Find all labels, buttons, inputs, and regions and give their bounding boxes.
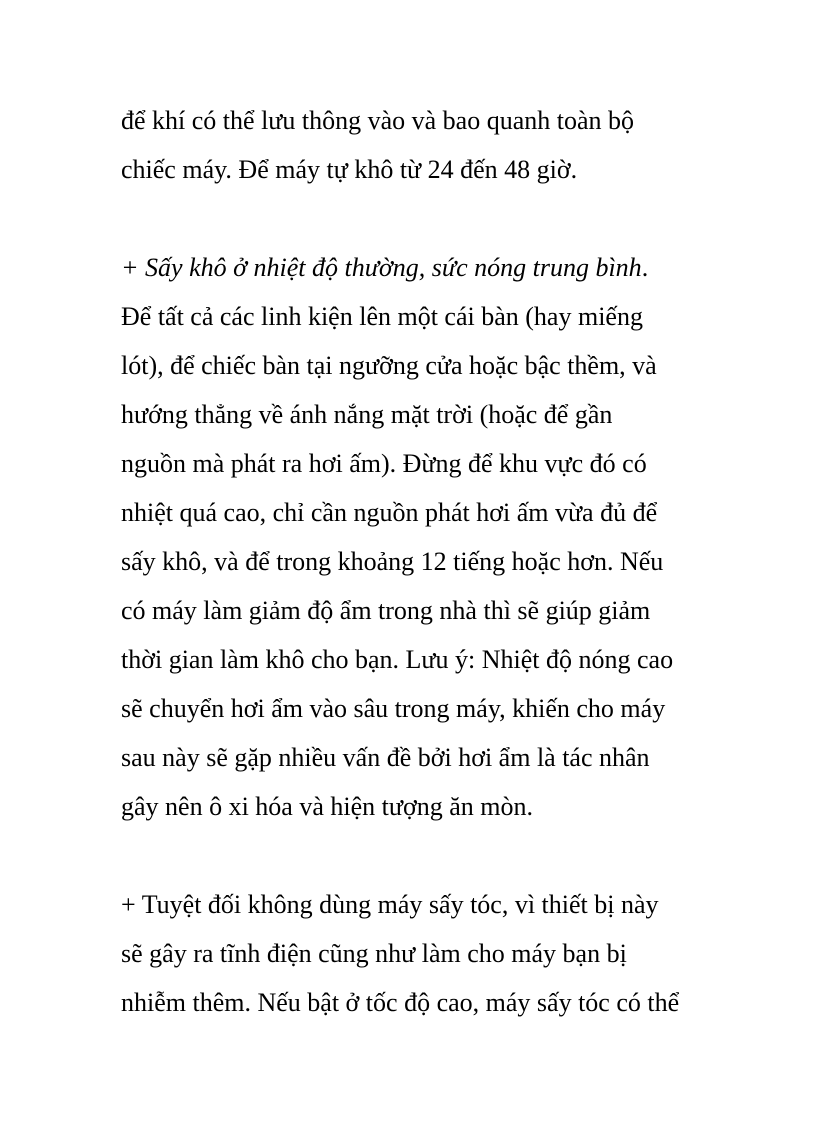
heading-end-punctuation: . <box>641 253 649 282</box>
text-line: nguồn mà phát ra hơi ấm). Đừng để khu vực đó có <box>121 449 647 478</box>
paragraph-2 <box>121 243 721 831</box>
document-body <box>121 96 721 1027</box>
text-line: sẽ gây ra tĩnh điện cũng như làm cho máy bạn bị <box>121 939 627 968</box>
heading-italic-text: + Sấy khô ở nhiệt độ thường, sức nóng trung bình <box>121 253 642 282</box>
text-line: lót), để chiếc bàn tại ngưỡng cửa hoặc bậc thềm, và <box>121 351 657 380</box>
text-line: sẽ chuyển hơi ẩm vào sâu trong máy, khiến cho máy <box>121 694 666 723</box>
text-line: thời gian làm khô cho bạn. Lưu ý: Nhiệt độ nóng cao <box>121 645 674 674</box>
paragraph-spacer <box>121 194 721 243</box>
text-line: chiếc máy. Để máy tự khô từ 24 đến 48 giờ. <box>121 155 578 184</box>
paragraph-spacer <box>121 831 721 880</box>
text-line: hướng thẳng về ánh nắng mặt trời (hoặc để gần <box>121 400 613 429</box>
paragraph-heading <box>121 243 721 292</box>
paragraph-3 <box>121 880 721 1027</box>
text-line: gây nên ô xi hóa và hiện tượng ăn mòn. <box>121 792 533 821</box>
paragraph-1 <box>121 96 721 194</box>
text-line: sau này sẽ gặp nhiều vấn đề bởi hơi ẩm là tác nhân <box>121 743 650 772</box>
text-line: có máy làm giảm độ ẩm trong nhà thì sẽ giúp giảm <box>121 596 651 625</box>
text-line: sấy khô, và để trong khoảng 12 tiếng hoặc hơn. Nếu <box>121 547 664 576</box>
text-line: Để tất cả các linh kiện lên một cái bàn (hay miếng <box>121 302 643 331</box>
text-line: để khí có thể lưu thông vào và bao quanh toàn bộ <box>121 106 635 135</box>
text-line: + Tuyệt đối không dùng máy sấy tóc, vì thiết bị này <box>121 890 659 919</box>
text-line: nhiễm thêm. Nếu bật ở tốc độ cao, máy sấy tóc có thể <box>121 988 680 1017</box>
text-line: nhiệt quá cao, chỉ cần nguồn phát hơi ấm vừa đủ để <box>121 498 658 527</box>
